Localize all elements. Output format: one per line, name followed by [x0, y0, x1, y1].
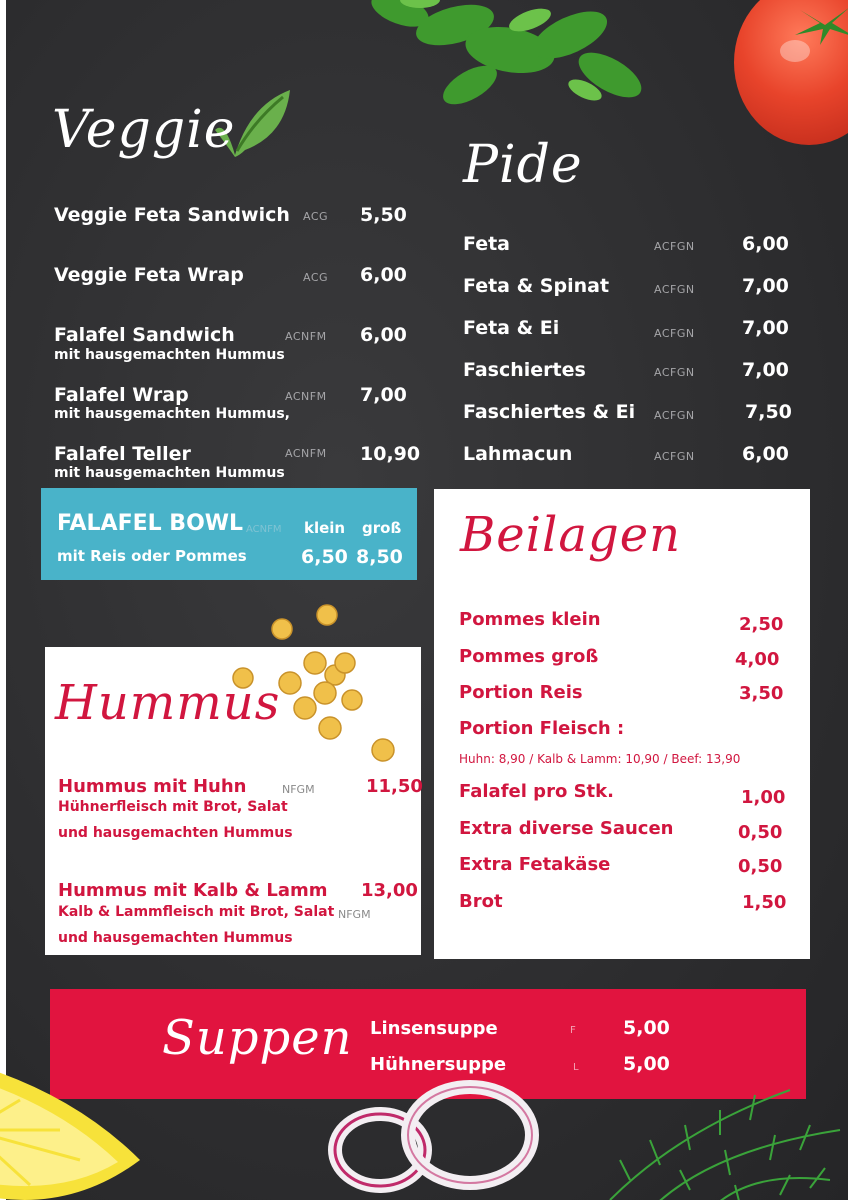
hummus-item-sub: Hühnerfleisch mit Brot, Salat: [58, 799, 288, 815]
beilagen-item-price: 0,50: [738, 822, 783, 843]
suppen-item-code: L: [573, 1062, 579, 1073]
beilagen-item-price: 1,50: [742, 892, 787, 913]
hummus-item-sub: Kalb & Lammfleisch mit Brot, Salat: [58, 904, 335, 920]
pide-item-name: Feta & Spinat: [463, 275, 610, 297]
onion-icon: [320, 1080, 550, 1200]
pide-item-code: ACFGN: [654, 366, 695, 379]
pide-item-price: 7,00: [742, 275, 789, 297]
bowl-price-large: 8,50: [356, 546, 403, 568]
veggie-item-price: 6,00: [360, 264, 407, 286]
pide-item-name: Feta: [463, 233, 510, 255]
beilagen-item-name: Falafel pro Stk.: [459, 781, 614, 802]
pide-item-price: 6,00: [742, 443, 789, 465]
veggie-item-price: 5,50: [360, 204, 407, 226]
veggie-title: Veggie: [52, 100, 236, 160]
pide-item-name: Feta & Ei: [463, 317, 560, 339]
beilagen-item-price: 2,50: [739, 614, 784, 635]
hummus-item-price: 13,00: [361, 880, 418, 901]
hummus-item-price: 11,50: [366, 776, 423, 797]
pide-item-price: 7,00: [742, 359, 789, 381]
pide-item-name: Lahmacun: [463, 443, 573, 465]
suppen-item-name: Linsensuppe: [370, 1018, 498, 1039]
beilagen-item-price: 3,50: [739, 683, 784, 704]
hummus-item-code: NFGM: [282, 783, 315, 796]
pide-item-code: ACFGN: [654, 450, 695, 463]
veggie-item-code: ACG: [303, 271, 329, 284]
fleisch-note: Huhn: 8,90 / Kalb & Lamm: 10,90 / Beef: 13,90: [459, 752, 741, 766]
hummus-title: Hummus: [55, 675, 281, 731]
veggie-item-name: Falafel Wrap: [54, 384, 189, 406]
page-edge: [0, 0, 6, 1200]
tomato-stem-icon: [790, 5, 848, 45]
veggie-item-code: ACNFM: [285, 390, 327, 403]
suppen-item-name: Hühnersuppe: [370, 1054, 507, 1075]
veggie-item-price: 6,00: [360, 324, 407, 346]
bowl-price-small: 6,50: [301, 546, 348, 568]
falafel-bowl-title: FALAFEL BOWL: [57, 511, 244, 536]
pide-item-name: Faschiertes & Ei: [463, 401, 636, 423]
veggie-item-sub: mit hausgemachten Hummus,: [54, 406, 290, 422]
pide-item-price: 7,50: [745, 401, 792, 423]
veggie-item-name: Veggie Feta Sandwich: [54, 204, 290, 226]
suppen-item-price: 5,00: [623, 1017, 670, 1039]
suppen-title: Suppen: [162, 1010, 353, 1066]
veggie-item-price: 10,90: [360, 443, 421, 465]
hummus-item-code: NFGM: [338, 908, 371, 921]
veggie-item-code: ACNFM: [285, 330, 327, 343]
pide-item-code: ACFGN: [654, 240, 695, 253]
suppen-item-code: F: [570, 1025, 576, 1036]
veggie-item-name: Veggie Feta Wrap: [54, 264, 244, 286]
falafel-bowl-code: ACNFM: [246, 524, 282, 535]
beilagen-item-name: Portion Fleisch :: [459, 718, 625, 739]
beilagen-item-price: 1,00: [741, 787, 786, 808]
veggie-item-sub: mit hausgemachten Hummus: [54, 347, 285, 363]
pide-item-code: ACFGN: [654, 409, 695, 422]
hummus-item-sub: und hausgemachten Hummus: [58, 825, 293, 841]
pide-item-code: ACFGN: [654, 283, 695, 296]
parsley-icon: [360, 0, 680, 120]
beilagen-item-name: Pommes groß: [459, 646, 599, 667]
hummus-item-name: Hummus mit Huhn: [58, 776, 247, 797]
veggie-item-name: Falafel Teller: [54, 443, 191, 465]
veggie-item-code: ACNFM: [285, 447, 327, 460]
pide-title: Pide: [463, 135, 583, 195]
beilagen-title: Beilagen: [460, 507, 682, 563]
dill-icon: [590, 1070, 848, 1200]
hummus-item-name: Hummus mit Kalb & Lamm: [58, 880, 328, 901]
bowl-size-large: groß: [362, 519, 402, 537]
pide-item-name: Faschiertes: [463, 359, 586, 381]
veggie-item-name: Falafel Sandwich: [54, 324, 235, 346]
suppen-item-price: 5,00: [623, 1053, 670, 1075]
veggie-item-sub: mit hausgemachten Hummus: [54, 465, 285, 481]
pide-item-code: ACFGN: [654, 327, 695, 340]
bowl-size-small: klein: [304, 519, 346, 537]
falafel-bowl-sub: mit Reis oder Pommes: [57, 547, 247, 565]
pide-item-price: 7,00: [742, 317, 789, 339]
beilagen-item-price: 0,50: [738, 856, 783, 877]
beilagen-item-price: 4,00: [735, 649, 780, 670]
hummus-item-sub: und hausgemachten Hummus: [58, 930, 293, 946]
beilagen-item-name: Brot: [459, 891, 503, 912]
beilagen-item-name: Extra diverse Saucen: [459, 818, 674, 839]
beilagen-item-name: Portion Reis: [459, 682, 583, 703]
lemon-icon: [0, 1050, 160, 1200]
beilagen-item-name: Extra Fetakäse: [459, 854, 611, 875]
veggie-item-price: 7,00: [360, 384, 407, 406]
veggie-item-code: ACG: [303, 210, 329, 223]
beilagen-item-name: Pommes klein: [459, 609, 601, 630]
pide-item-price: 6,00: [742, 233, 789, 255]
